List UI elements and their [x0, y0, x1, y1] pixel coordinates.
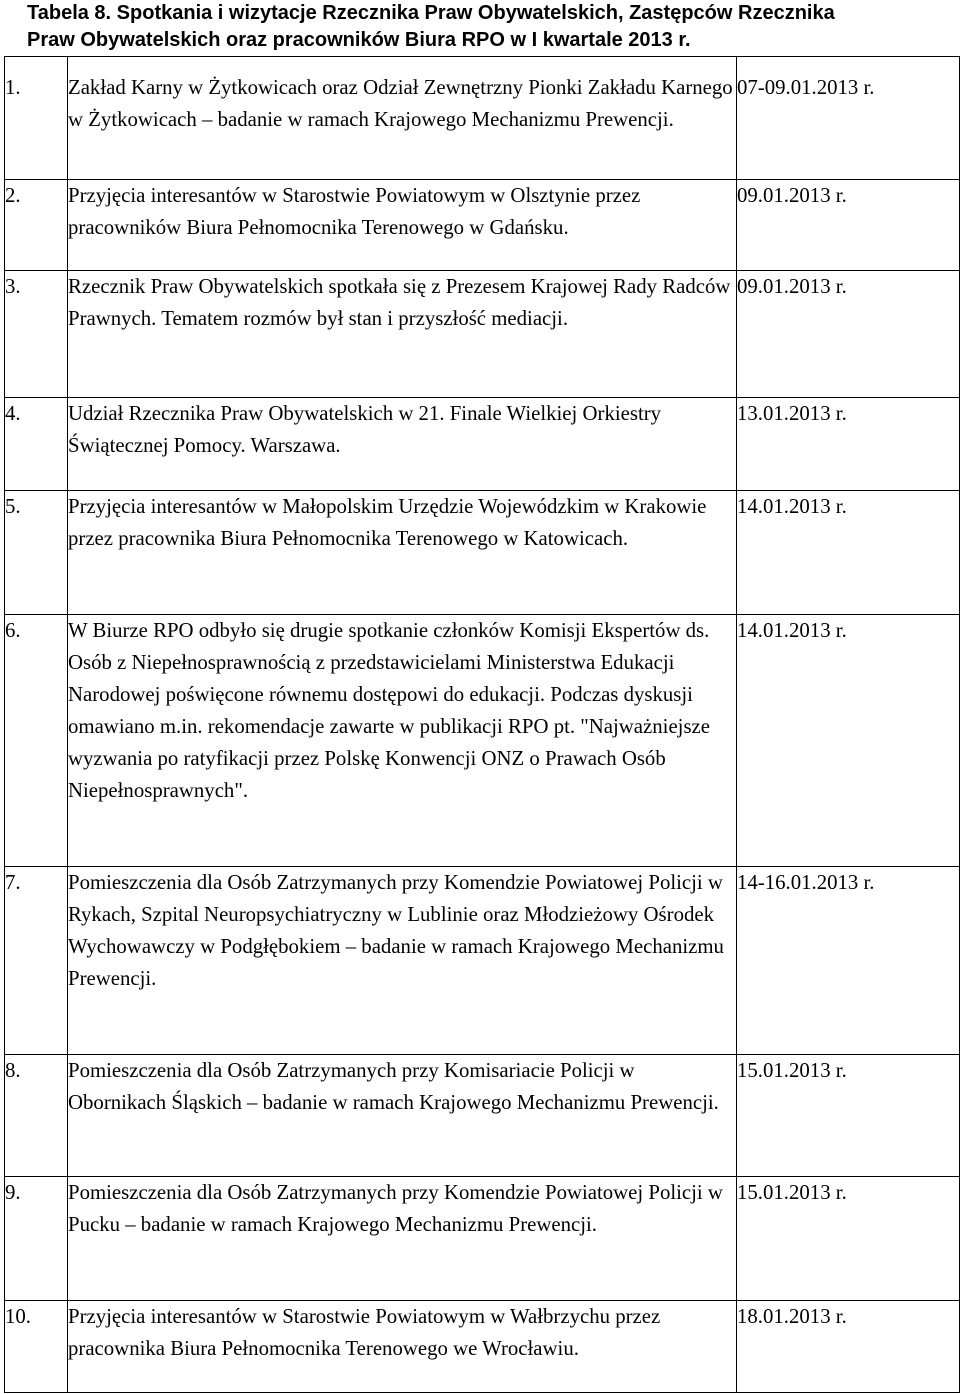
table-row — [5, 1055, 960, 1177]
table-title: Tabela 8. Spotkania i wizytacje Rzecznika Praw Obywatelskich, Zastępców Rzecznika Praw Obywatelskich oraz pracowników Biura RPO w I kwartale 2013 r. — [27, 2, 835, 51]
row-description: Przyjęcia interesantów w Starostwie Powiatowym w Wałbrzychu przez pracownika Biura Pełnomocnika Terenowego we Wrocławiu. — [68, 1301, 737, 1393]
table-row — [5, 398, 960, 491]
row-description: Pomieszczenia dla Osób Zatrzymanych przy Komendzie Powiatowej Policji w Pucku – badanie w ramach Krajowego Mechanizmu Prewencji. — [68, 1177, 737, 1301]
row-description: Pomieszczenia dla Osób Zatrzymanych przy Komendzie Powiatowej Policji w Rykach, Szpital Neuropsychiatryczny w Lublinie oraz Młodzieżowy Ośrodek Wychowawczy w Podgłębokiem – badanie w ramach Krajowego Mechanizmu Prewencji. — [68, 867, 737, 1055]
row-number: 2. — [5, 180, 68, 271]
row-description: Pomieszczenia dla Osób Zatrzymanych przy Komisariacie Policji w Obornikach Śląskich – badanie w ramach Krajowego Mechanizmu Prewencji. — [68, 1055, 737, 1177]
row-date: 07-09.01.2013 r. — [737, 57, 960, 180]
row-description: Rzecznik Praw Obywatelskich spotkała się z Prezesem Krajowej Rady Radców Prawnych. Tematem rozmów był stan i przyszłość mediacji. — [68, 271, 737, 398]
row-date: 13.01.2013 r. — [737, 398, 960, 491]
row-description: W Biurze RPO odbyło się drugie spotkanie członków Komisji Ekspertów ds. Osób z Niepełnosprawnością z przedstawicielami Ministerstwa Edukacji Narodowej poświęcone równemu dostępowi do edukacji. Podczas dyskusji omawiano m.in. rekomendacje zawarte w publikacji RPO pt. "Najważniejsze wyzwania po ratyfikacji przez Polskę Konwencji ONZ o Prawach Osób Niepełnosprawnych". — [68, 615, 737, 867]
row-date: 09.01.2013 r. — [737, 180, 960, 271]
row-date: 14.01.2013 r. — [737, 491, 960, 615]
row-date: 14.01.2013 r. — [737, 615, 960, 867]
row-description: Udział Rzecznika Praw Obywatelskich w 21. Finale Wielkiej Orkiestry Świątecznej Pomocy. Warszawa. — [68, 398, 737, 491]
row-number: 3. — [5, 271, 68, 398]
table-row — [5, 1177, 960, 1301]
table-row — [5, 1301, 960, 1393]
table-row — [5, 867, 960, 1055]
table-row — [5, 57, 960, 180]
row-number: 7. — [5, 867, 68, 1055]
row-date: 14-16.01.2013 r. — [737, 867, 960, 1055]
row-number: 1. — [5, 57, 68, 180]
row-number: 4. — [5, 398, 68, 491]
row-number: 9. — [5, 1177, 68, 1301]
row-date: 18.01.2013 r. — [737, 1301, 960, 1393]
table-row — [5, 615, 960, 867]
row-number: 5. — [5, 491, 68, 615]
table-row — [5, 491, 960, 615]
table-row — [5, 180, 960, 271]
meetings-table — [4, 56, 960, 1393]
row-description: Przyjęcia interesantów w Małopolskim Urzędzie Wojewódzkim w Krakowie przez pracownika Biura Pełnomocnika Terenowego w Katowicach. — [68, 491, 737, 615]
table-row — [5, 271, 960, 398]
row-date: 15.01.2013 r. — [737, 1177, 960, 1301]
row-number: 6. — [5, 615, 68, 867]
row-date: 15.01.2013 r. — [737, 1055, 960, 1177]
row-number: 10. — [5, 1301, 68, 1393]
row-description: Przyjęcia interesantów w Starostwie Powiatowym w Olsztynie przez pracowników Biura Pełnomocnika Terenowego w Gdańsku. — [68, 180, 737, 271]
row-number: 8. — [5, 1055, 68, 1177]
row-date: 09.01.2013 r. — [737, 271, 960, 398]
row-description: Zakład Karny w Żytkowicach oraz Odział Zewnętrzny Pionki Zakładu Karnego w Żytkowicach – badanie w ramach Krajowego Mechanizmu Prewencji. — [68, 57, 737, 180]
